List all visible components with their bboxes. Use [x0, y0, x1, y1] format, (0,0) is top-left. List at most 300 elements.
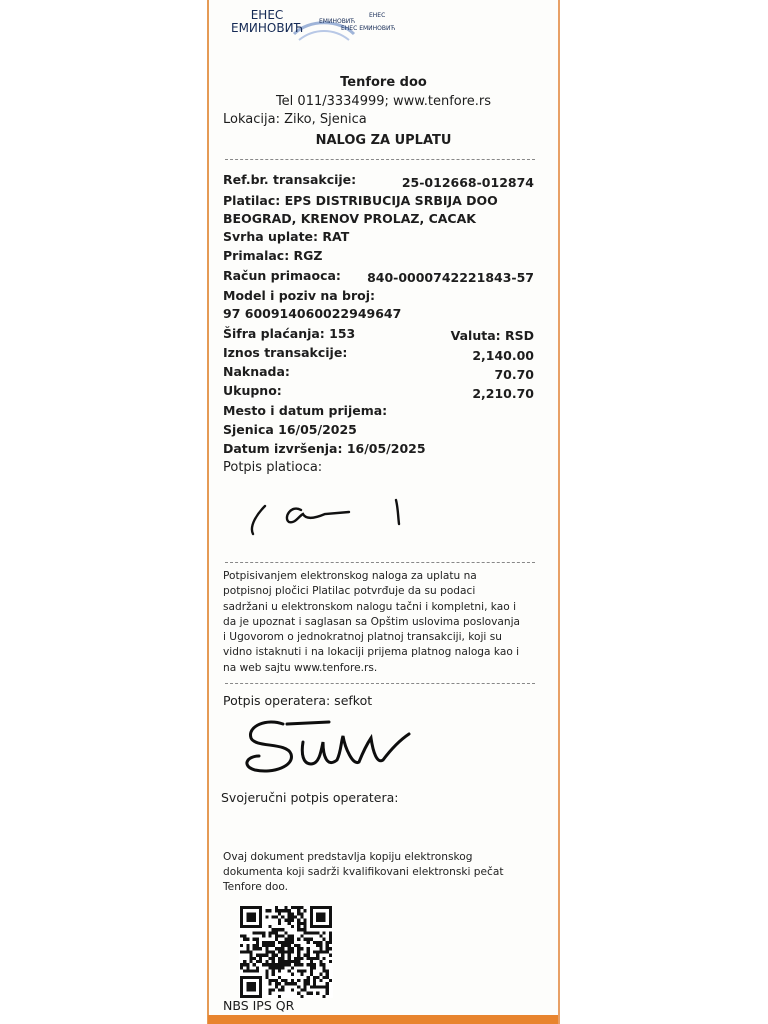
payer-line-2: BEOGRAD, KRENOV PROLAZ, CACAK: [223, 211, 476, 226]
qr-module: [253, 982, 256, 985]
qr-module: [310, 912, 313, 915]
qr-module: [278, 947, 281, 950]
qr-module: [253, 976, 256, 979]
qr-module: [297, 944, 300, 947]
qr-module: [278, 919, 281, 922]
qr-module: [259, 982, 262, 985]
qr-module: [269, 963, 272, 966]
qr-module: [272, 950, 275, 953]
qr-module: [329, 916, 332, 919]
place-date-value: Sjenica 16/05/2025: [223, 422, 357, 437]
footer-line: dokumenta koji sadrži kvalifikovani elektronski pečat: [223, 866, 504, 878]
company-name: Tenfore doo: [340, 75, 427, 90]
qr-module: [281, 935, 284, 938]
qr-module: [313, 985, 316, 988]
qr-module: [269, 988, 272, 991]
qr-module: [253, 988, 256, 991]
qr-module: [250, 985, 253, 988]
qr-module: [294, 960, 297, 963]
qr-module: [300, 922, 303, 925]
qr-module: [316, 985, 319, 988]
qr-module: [303, 909, 306, 912]
qr-module: [281, 928, 284, 931]
receipt-edge-bottom: [208, 1015, 558, 1024]
qr-module: [250, 919, 253, 922]
stamp-line-2: ЕМИНОВИЋ: [231, 21, 304, 35]
qr-module: [326, 992, 329, 995]
qr-module: [310, 922, 313, 925]
qr-module: [250, 960, 253, 963]
qr-module: [284, 963, 287, 966]
qr-module: [319, 941, 322, 944]
qr-module: [319, 919, 322, 922]
qr-module: [265, 916, 268, 919]
qr-module: [250, 912, 253, 915]
qr-module: [272, 931, 275, 934]
qr-module: [269, 950, 272, 953]
qr-module: [326, 982, 329, 985]
qr-module: [288, 912, 291, 915]
qr-module: [313, 963, 316, 966]
qr-module: [256, 925, 259, 928]
qr-module: [275, 935, 278, 938]
qr-module: [307, 963, 310, 966]
qr-module: [284, 979, 287, 982]
qr-module: [272, 960, 275, 963]
qr-module: [303, 928, 306, 931]
qr-module: [303, 954, 306, 957]
qr-module: [240, 909, 243, 912]
total-value: 2,210.70: [472, 386, 534, 401]
qr-module: [284, 919, 287, 922]
qr-module: [265, 963, 268, 966]
qr-module: [269, 944, 272, 947]
qr-module: [300, 935, 303, 938]
qr-module: [269, 992, 272, 995]
qr-module: [300, 916, 303, 919]
qr-module: [281, 979, 284, 982]
qr-module: [284, 931, 287, 934]
divider-1: [225, 159, 535, 160]
qr-module: [246, 912, 249, 915]
qr-module: [256, 966, 259, 969]
qr-module: [240, 982, 243, 985]
footer-line: Tenfore doo.: [223, 881, 288, 893]
footer-line: Ovaj dokument predstavlja kopiju elektronskog: [223, 851, 473, 863]
qr-module: [246, 963, 249, 966]
qr-module: [319, 912, 322, 915]
qr-module: [307, 979, 310, 982]
qr-module: [291, 938, 294, 941]
qr-module: [329, 979, 332, 982]
qr-module: [329, 931, 332, 934]
qr-module: [246, 969, 249, 972]
qr-module: [322, 912, 325, 915]
amount-label: Iznos transakcije:: [223, 345, 348, 360]
qr-module: [319, 963, 322, 966]
qr-module: [281, 988, 284, 991]
qr-module: [326, 947, 329, 950]
qr-module: [272, 954, 275, 957]
qr-module: [310, 931, 313, 934]
qr-module: [313, 931, 316, 934]
stamp-line-1: ЕНЕС: [250, 8, 284, 22]
amount-value: 2,140.00: [472, 348, 534, 363]
qr-module: [329, 938, 332, 941]
qr-module: [246, 919, 249, 922]
qr-module: [316, 957, 319, 960]
ref-value: 25-012668-012874: [401, 175, 534, 190]
qr-module: [294, 906, 297, 909]
qr-module: [281, 947, 284, 950]
qr-module: [288, 941, 291, 944]
qr-module: [316, 992, 319, 995]
qr-module: [326, 941, 329, 944]
qr-module: [288, 982, 291, 985]
notice-line: da je upoznat i saglasan sa Opštim uslovima poslovanja: [223, 615, 521, 628]
qr-module: [291, 916, 294, 919]
qr-module: [256, 947, 259, 950]
qr-module: [288, 950, 291, 953]
qr-module: [291, 950, 294, 953]
qr-module: [291, 947, 294, 950]
qr-module: [275, 931, 278, 934]
qr-module: [240, 988, 243, 991]
qr-module: [240, 950, 243, 953]
document-title: NALOG ZA UPLATU: [315, 133, 452, 148]
qr-module: [319, 925, 322, 928]
qr-module: [272, 963, 275, 966]
qr-module: [329, 906, 332, 909]
qr-module: [262, 954, 265, 957]
qr-module: [259, 916, 262, 919]
qr-module: [275, 966, 278, 969]
fee-value: 70.70: [494, 367, 534, 382]
qr-module: [297, 957, 300, 960]
qr-module: [272, 973, 275, 976]
qr-module: [259, 957, 262, 960]
qr-module: [281, 985, 284, 988]
qr-module: [272, 957, 275, 960]
qr-module: [297, 906, 300, 909]
qr-module: [291, 906, 294, 909]
qr-module: [253, 947, 256, 950]
qr-module: [284, 906, 287, 909]
qr-module: [307, 954, 310, 957]
qr-module: [281, 963, 284, 966]
qr-module: [288, 957, 291, 960]
qr-module: [329, 960, 332, 963]
qr-module: [303, 925, 306, 928]
qr-module: [250, 954, 253, 957]
qr-module: [310, 925, 313, 928]
qr-module: [259, 909, 262, 912]
payer-signature-label: Potpis platioca:: [223, 460, 323, 475]
qr-module: [319, 944, 322, 947]
qr-module: [265, 960, 268, 963]
qr-module: [297, 919, 300, 922]
qr-module: [265, 909, 268, 912]
qr-module: [297, 925, 300, 928]
qr-module: [303, 982, 306, 985]
qr-module: [288, 922, 291, 925]
qr-module: [322, 938, 325, 941]
qr-module: [259, 931, 262, 934]
qr-module: [269, 982, 272, 985]
qr-module: [256, 938, 259, 941]
qr-module: [243, 906, 246, 909]
qr-module: [326, 950, 329, 953]
qr-module: [240, 912, 243, 915]
qr-module: [250, 988, 253, 991]
qr-module: [278, 982, 281, 985]
qr-module: [319, 973, 322, 976]
qr-module: [278, 960, 281, 963]
qr-module: [288, 909, 291, 912]
qr-module: [259, 947, 262, 950]
qr-module: [253, 931, 256, 934]
qr-module: [275, 906, 278, 909]
qr-module: [316, 976, 319, 979]
payer-line-1: Platilac: EPS DISTRIBUCIJA SRBIJA DOO: [223, 193, 498, 208]
qr-module: [240, 992, 243, 995]
qr-module: [278, 988, 281, 991]
qr-module: [246, 982, 249, 985]
qr-module: [313, 982, 316, 985]
qr-module: [250, 925, 253, 928]
qr-module: [316, 941, 319, 944]
qr-module: [259, 985, 262, 988]
qr-module: [259, 979, 262, 982]
qr-module: [297, 922, 300, 925]
qr-module: [303, 979, 306, 982]
qr-module: [284, 950, 287, 953]
qr-module: [300, 928, 303, 931]
qr-module: [256, 954, 259, 957]
qr-module: [326, 973, 329, 976]
qr-module: [246, 925, 249, 928]
account-label: Račun primaoca:: [223, 268, 341, 283]
qr-module: [275, 982, 278, 985]
qr-module: [246, 916, 249, 919]
qr-module: [250, 982, 253, 985]
qr-module: [326, 969, 329, 972]
receipt-edge-right: [558, 0, 560, 1024]
qr-module: [281, 966, 284, 969]
qr-module: [316, 931, 319, 934]
qr-module: [246, 985, 249, 988]
operator-signature: [237, 712, 417, 784]
qr-module: [281, 916, 284, 919]
qr-module: [265, 969, 268, 972]
qr-module: [288, 963, 291, 966]
qr-module: [322, 966, 325, 969]
qr-module: [288, 935, 291, 938]
divider-2: [225, 562, 535, 563]
qr-module: [329, 909, 332, 912]
qr-module: [307, 950, 310, 953]
qr-module: [240, 925, 243, 928]
qr-module: [329, 912, 332, 915]
qr-module: [253, 916, 256, 919]
qr-module: [297, 912, 300, 915]
qr-module: [319, 935, 322, 938]
qr-module: [246, 938, 249, 941]
qr-module: [246, 966, 249, 969]
qr-module: [278, 976, 281, 979]
qr-module: [326, 906, 329, 909]
qr-module: [294, 916, 297, 919]
qr-module: [259, 988, 262, 991]
qr-module: [303, 919, 306, 922]
qr-module: [322, 957, 325, 960]
qr-module: [240, 963, 243, 966]
qr-code: [239, 906, 333, 998]
qr-module: [329, 954, 332, 957]
qr-module: [297, 963, 300, 966]
qr-module: [300, 912, 303, 915]
qr-module: [269, 931, 272, 934]
qr-module: [272, 916, 275, 919]
qr-module: [316, 916, 319, 919]
qr-module: [243, 935, 246, 938]
qr-module: [278, 935, 281, 938]
qr-module: [322, 906, 325, 909]
qr-module: [269, 925, 272, 928]
qr-module: [310, 966, 313, 969]
qr-module: [243, 950, 246, 953]
qr-module: [322, 969, 325, 972]
qr-module: [281, 954, 284, 957]
qr-module: [297, 954, 300, 957]
qr-module: [275, 954, 278, 957]
ref-label: Ref.br. transakcije:: [223, 172, 357, 187]
qr-module: [291, 925, 294, 928]
qr-module: [316, 919, 319, 922]
qr-module: [310, 973, 313, 976]
qr-module: [319, 985, 322, 988]
qr-module: [246, 944, 249, 947]
qr-module: [262, 935, 265, 938]
qr-module: [294, 944, 297, 947]
qr-module: [300, 957, 303, 960]
qr-module: [303, 969, 306, 972]
divider-3: [225, 683, 535, 684]
qr-module: [278, 969, 281, 972]
qr-module: [307, 957, 310, 960]
qr-module: [253, 912, 256, 915]
qr-module: [288, 944, 291, 947]
operator-signature-label: Potpis operatera: sefkot: [223, 693, 373, 708]
qr-module: [256, 931, 259, 934]
qr-module: [281, 941, 284, 944]
qr-module: [326, 925, 329, 928]
qr-module: [319, 947, 322, 950]
qr-module: [319, 916, 322, 919]
qr-module: [297, 909, 300, 912]
location: Lokacija: Ziko, Sjenica: [223, 112, 367, 127]
payment-purpose: Svrha uplate: RAT: [223, 229, 350, 244]
qr-module: [269, 979, 272, 982]
qr-module: [246, 947, 249, 950]
qr-module: [240, 976, 243, 979]
qr-module: [256, 960, 259, 963]
qr-module: [246, 976, 249, 979]
total-label: Ukupno:: [223, 383, 282, 398]
qr-module: [307, 976, 310, 979]
qr-module: [246, 906, 249, 909]
qr-module: [243, 969, 246, 972]
qr-module: [307, 982, 310, 985]
qr-module: [329, 925, 332, 928]
qr-module: [288, 919, 291, 922]
document-copy-note: [223, 850, 545, 895]
qr-module: [253, 925, 256, 928]
stamp-mini-1: ЕМИНОВИЋ: [319, 18, 356, 25]
stamp-mini-3: ЕНЕС ЕМИНОВИЋ: [341, 25, 396, 32]
notice-line: sadržani u elektronskom nalogu tačni i kompletni, kao i: [223, 600, 517, 613]
qr-module: [278, 909, 281, 912]
qr-module: [303, 938, 306, 941]
qr-module: [316, 912, 319, 915]
qr-module: [300, 973, 303, 976]
qr-module: [297, 992, 300, 995]
qr-module: [284, 944, 287, 947]
qr-module: [253, 906, 256, 909]
qr-module: [250, 916, 253, 919]
qr-module: [265, 941, 268, 944]
currency: Valuta: RSD: [450, 328, 534, 343]
qr-module: [322, 919, 325, 922]
qr-module: [243, 960, 246, 963]
qr-module: [291, 919, 294, 922]
qr-module: [284, 960, 287, 963]
qr-module: [284, 909, 287, 912]
qr-module: [307, 992, 310, 995]
qr-module: [256, 906, 259, 909]
qr-module: [284, 982, 287, 985]
qr-module: [329, 935, 332, 938]
qr-module: [262, 963, 265, 966]
qr-module: [322, 976, 325, 979]
qr-module: [243, 925, 246, 928]
qr-module: [253, 969, 256, 972]
qr-module: [272, 979, 275, 982]
qr-module: [278, 957, 281, 960]
qr-module: [240, 935, 243, 938]
qr-module: [259, 954, 262, 957]
qr-module: [265, 944, 268, 947]
qr-module: [313, 906, 316, 909]
qr-module: [269, 966, 272, 969]
qr-module: [316, 944, 319, 947]
qr-module: [265, 947, 268, 950]
qr-module: [256, 944, 259, 947]
qr-module: [319, 979, 322, 982]
notice-line: Potpisivanjem elektronskog naloga za uplatu na: [223, 570, 477, 582]
model-label: Model i poziv na broj:: [223, 288, 375, 303]
qr-module: [291, 979, 294, 982]
qr-module: [310, 969, 313, 972]
qr-module: [269, 941, 272, 944]
qr-module: [322, 925, 325, 928]
notice-line: vidno istaknuti i na lokaciji prijema platnog naloga kao i: [223, 646, 520, 659]
qr-module: [313, 950, 316, 953]
qr-module: [313, 957, 316, 960]
qr-module: [278, 963, 281, 966]
qr-module: [313, 941, 316, 944]
qr-module: [275, 963, 278, 966]
